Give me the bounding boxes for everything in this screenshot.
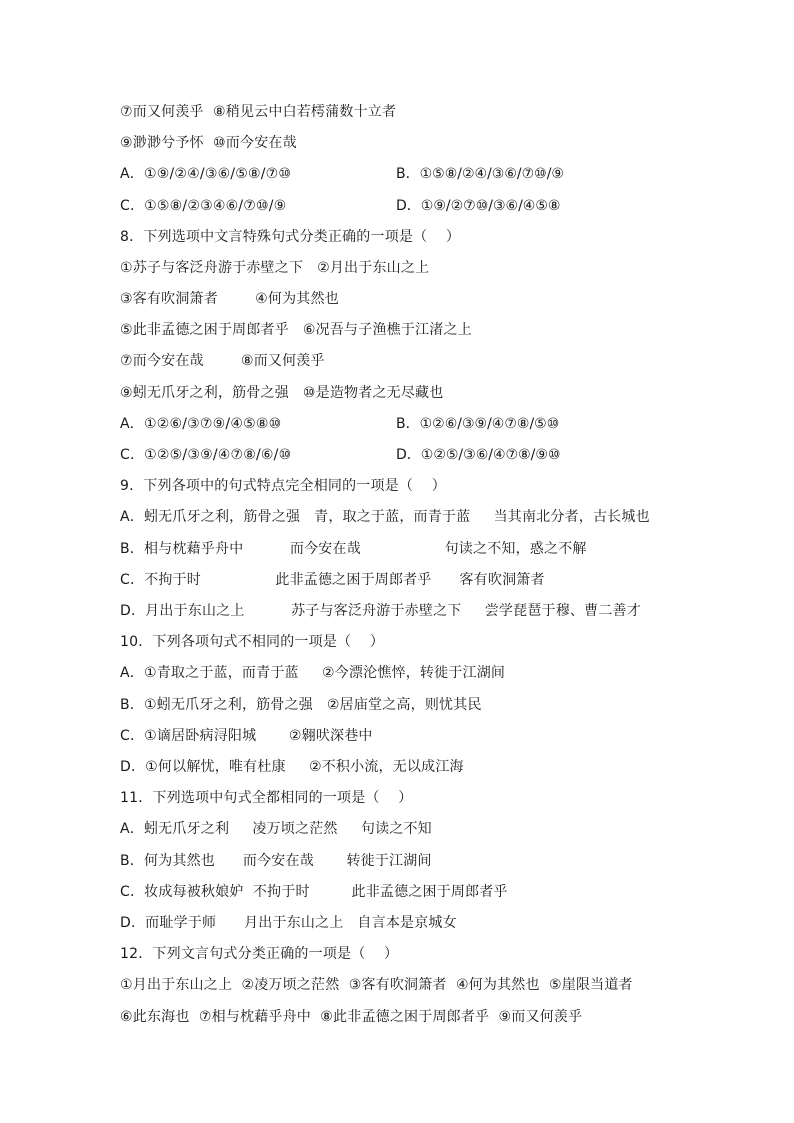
q8-items-3-4: ③客有吹洞箫者 ④何为其然也 [120, 291, 339, 307]
q10-option-d: D．①何以解忧，唯有杜康 ②不积小流，无以成江海 [120, 759, 464, 775]
q7-items-9-10: ⑨渺渺兮予怀 ⑩而今安在哉 [120, 135, 297, 151]
q7-items-7-8: ⑦而又何羡乎 ⑧稍见云中白若樗蒲数十立者 [120, 104, 397, 120]
q11-option-b: B．何为其然也 而今安在哉 转徙于江湖间 [120, 853, 432, 869]
q7-option-b: B．①⑤⑧/②④/③⑥/⑦⑩/⑨ [396, 166, 564, 182]
q7-option-c: C．①⑤⑧/②③④⑥/⑦⑩/⑨ [120, 198, 287, 214]
q10-stem: 10．下列各项句式不相同的一项是（ ） [120, 634, 385, 650]
q8-option-c: C．①②⑤/③⑨/④⑦⑧/⑥/⑩ [120, 447, 292, 463]
q7-option-a: A．①⑨/②④/③⑥/⑤⑧/⑦⑩ [120, 166, 292, 182]
q8-option-d: D．①②⑤/③⑥/④⑦⑧/⑨⑩ [396, 447, 561, 463]
q10-option-a: A．①青取之于蓝，而青于蓝 ②今漂沦憔悴，转徙于江湖间 [120, 665, 506, 681]
q8-items-1-2: ①苏子与客泛舟游于赤壁之下 ②月出于东山之上 [120, 260, 430, 276]
q9-stem: 9．下列各项中的句式特点完全相同的一项是（ ） [120, 478, 446, 494]
q8-items-7-8: ⑦而今安在哉 ⑧而又何羡乎 [120, 353, 325, 369]
q11-option-c: C．妆成每被秋娘妒 不拘于时 此非孟德之困于周郎者乎 [120, 884, 508, 900]
q9-option-b: B．相与枕藉乎舟中 而今安在哉 句读之不知，惑之不解 [120, 541, 587, 557]
q11-option-d: D．而耻学于师 月出于东山之上 自言本是京城女 [120, 915, 457, 931]
q12-items-1-5: ①月出于东山之上 ②凌万顷之茫然 ③客有吹洞箫者 ④何为其然也 ⑤崖限当道者 [120, 977, 633, 993]
q12-items-6-9: ⑥此东海也 ⑦相与枕藉乎舟中 ⑧此非孟德之困于周郎者乎 ⑨而又何羡乎 [120, 1009, 583, 1025]
q10-option-b: B．①蚓无爪牙之利，筋骨之强 ②居庙堂之高，则忧其民 [120, 697, 482, 713]
q9-option-c: C．不拘于时 此非孟德之困于周郎者乎 客有吹洞箫者 [120, 572, 545, 588]
q8-option-b: B．①②⑥/③⑨/④⑦⑧/⑤⑩ [396, 416, 560, 432]
q8-items-5-6: ⑤此非孟德之困于周郎者乎 ⑥况吾与子渔樵于江渚之上 [120, 322, 472, 338]
q11-stem: 11．下列选项中句式全都相同的一项是（ ） [120, 790, 413, 806]
q8-items-9-10: ⑨蚓无爪牙之利，筋骨之强 ⑩是造物者之无尽藏也 [120, 385, 444, 401]
q7-option-d: D．①⑨/②⑦⑩/③⑥/④⑤⑧ [396, 198, 561, 214]
q8-option-a: A．①②⑥/③⑦⑨/④⑤⑧⑩ [120, 416, 282, 432]
q8-stem: 8．下列选项中文言特殊句式分类正确的一项是（ ） [120, 229, 461, 245]
q9-option-d: D．月出于东山之上 苏子与客泛舟游于赤壁之下 尝学琵琶于穆、曹二善才 [120, 603, 641, 619]
q9-option-a: A．蚓无爪牙之利，筋骨之强 青，取之于蓝，而青于蓝 当其南北分者，古长城也 [120, 509, 650, 525]
q12-stem: 12．下列文言句式分类正确的一项是（ ） [120, 946, 399, 962]
q11-option-a: A．蚓无爪牙之利 凌万顷之茫然 句读之不知 [120, 821, 432, 837]
q10-option-c: C．①谪居卧病浔阳城 ②翱吠深巷中 [120, 728, 373, 744]
